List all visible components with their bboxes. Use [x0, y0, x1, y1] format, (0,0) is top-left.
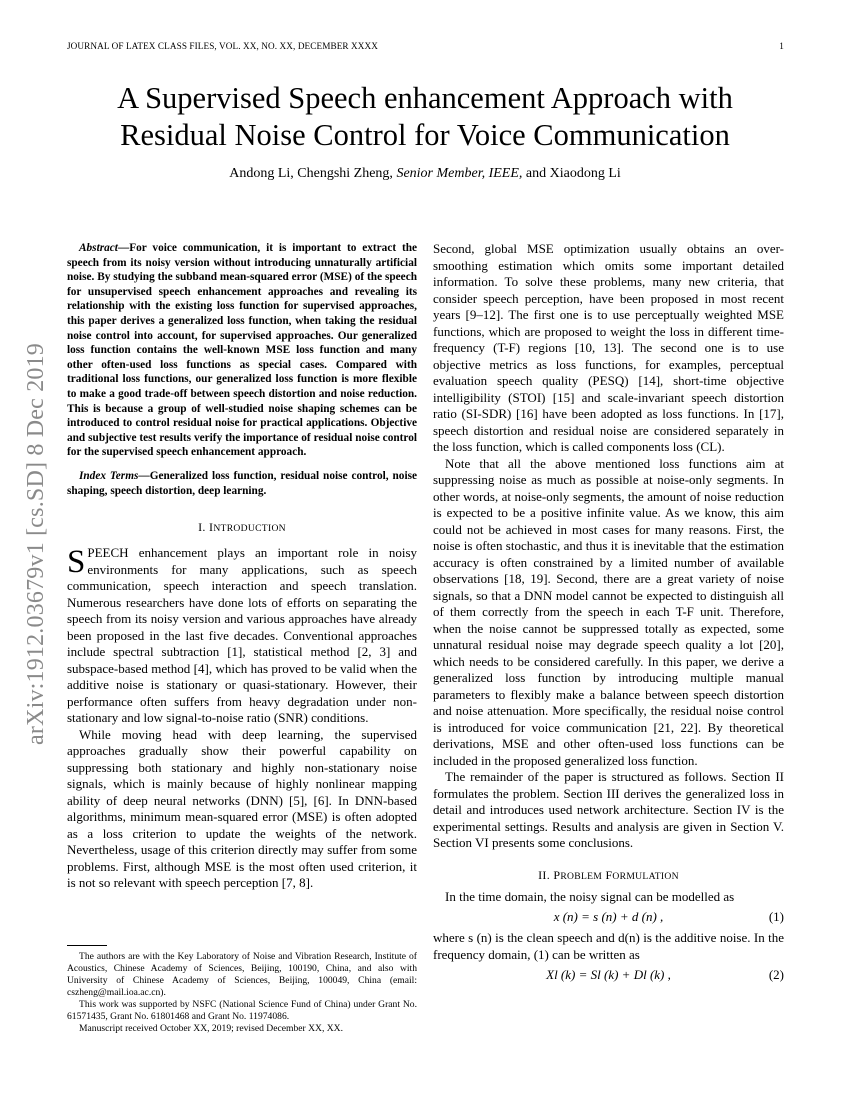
index-terms [67, 469, 417, 498]
equation-1-number: (1) [768, 909, 784, 924]
index-terms-text: —Generalized loss function, residual noise control, noise shaping, speech distortion, deep learning. [67, 469, 417, 497]
section2-rest-2: ORMULATION [612, 870, 679, 882]
right-column [433, 241, 784, 988]
running-header [67, 41, 784, 51]
intro-p1-text: enhancement plays an important role in noisy environments for many applications, such as speech communication, speech interaction and speech translation. Numerous researchers have done lots of efforts on separating the speech from its noisy version and various approaches have already been proposed in the last five decades. Conventional approaches include spectral subtraction [1], statistical method [2, 3] and subspace-based method [4], which has proved to be valid when the additive noise is stationary or quasi-stationary. However, their performance often suffers from heavy degradation under non-stationary and low signal-to-noise ratio (SNR) conditions. [67, 545, 417, 726]
author-role: Senior Member, IEEE, [396, 166, 523, 181]
section-rest: NTRODUCTION [213, 523, 286, 535]
section2-initial-2: F [605, 867, 613, 882]
section-heading-problem-formulation [433, 868, 784, 883]
problem-paragraph-2: where s (n) is the clean speech and d(n) is the additive noise. In the frequency domain, (1) can be written as [433, 930, 784, 962]
paper-title [40, 80, 810, 154]
section-numeral: I. [198, 520, 206, 535]
footnote-affiliation: The authors are with the Key Laboratory of Noise and Vibration Research, Institute of Acoustics, Chinese Academy of Sciences, Beijing, 100190, China, and also with University of Chinese Academy of Sciences, Beijing, 100049, China (email: cszheng@mail.ioa.ac.cn). [67, 951, 417, 998]
equation-1-expression: x (n) = s (n) + d (n) , [553, 909, 664, 924]
right-paragraph-1: Second, global MSE optimization usually obtains an over-smoothing estimation which omits some important detailed information. To solve these problems, many new criteria, that consider speech perception, have been proposed in most recent years [9–12]. The first one is to use perceptually weighted MSE functions, which are proposed to weight the loss in different time-frequency (T-F) regions [10, 13]. The second one is to use objective metrics as loss functions, for examples, perceptual evaluation speech quality (PESQ) [14], short-time objective intelligibility (STOI) [15] and scale-invariant speech distortion ratio (SI-SDR) [16] have been adopted as loss functions. In [17], speech distortion and residual noise are considered separately in the loss function, which is called components loss (CL). [433, 241, 784, 454]
page-number: 1 [779, 41, 784, 51]
author-list [40, 166, 810, 182]
index-terms-label: Index Terms [79, 469, 139, 482]
left-column [67, 241, 417, 892]
right-paragraph-3: The remainder of the paper is structured as follows. Section II formulates the problem. Section III derives the generalized loss in detail and introduces used network architecture. Section IV is the experimental settings. Results and analysis are given in Section V. Section VI presents some conclusions. [433, 769, 784, 850]
abstract-text: —For voice communication, it is important to extract the speech from its noisy version without introducing unnaturally artificial noise. By studying the subband mean-squared error (MSE) of the speech for unsupervised speech enhancement approaches and revealing its relationship with the existing loss function for supervised approaches, this paper derives a generalized loss function, when taking the residual noise control into account, for supervised approaches. Our generalized loss function contains the well-known MSE loss function and many other often-used loss functions as special cases. Compared with traditional loss functions, our generalized loss function is more flexible to make a good trade-off between speech distortion and noise reduction. This is because a group of well-studied noise shaping schemes can be introduced to control residual noise for practical applications. Objective and subjective test results verify the importance of residual noise control for the supervised speech enhancement approach. [67, 242, 417, 459]
abstract [67, 241, 417, 460]
arxiv-stamp: arXiv:1912.03679v1 [cs.SD] 8 Dec 2019 [23, 342, 49, 745]
section-initial: I [209, 520, 214, 535]
section2-initial-1: P [553, 867, 561, 882]
equation-2 [433, 963, 784, 988]
intro-paragraph-1 [67, 545, 417, 727]
footnote-manuscript: Manuscript received October XX, 2019; revised December XX, XX. [79, 1023, 344, 1034]
drop-cap: S [67, 544, 86, 581]
equation-2-number: (2) [768, 967, 784, 982]
problem-paragraph-1: In the time domain, the noisy signal can be modelled as [445, 888, 735, 904]
footnote-rule [67, 945, 107, 946]
equation-1 [433, 905, 784, 930]
footnote-funding: This work was supported by NSFC (National Science Fund of China) under Grant No. 61571435, Grant No. 61801468 and Grant No. 11974086. [67, 999, 417, 1022]
footnotes [67, 951, 417, 1035]
section2-numeral: II. [538, 867, 551, 882]
authors-suffix: and Xiaodong Li [525, 166, 621, 181]
authors-prefix: Andong Li, Chengshi Zheng, [229, 166, 393, 181]
intro-capword: PEECH [87, 545, 129, 561]
section2-rest-1: ROBLEM [560, 870, 603, 882]
section-heading-introduction [67, 520, 417, 535]
title-line-1: A Supervised Speech enhancement Approach with [117, 81, 733, 115]
journal-name: JOURNAL OF LATEX CLASS FILES, VOL. XX, NO. XX, DECEMBER XXXX [67, 41, 378, 51]
intro-paragraph-2: While moving head with deep learning, the supervised approaches gradually show their powerful capability on suppressing both stationary and highly non-stationary noise signals, which is mainly because of highly nonlinear mapping ability of deep neural networks (DNN) [5], [6]. In DNN-based algorithms, minimum mean-squared error (MSE) is often adopted as a loss criterion to update the weights of the network. Nevertheless, usage of this criterion directly may suffer from some problems. First, although MSE is the most often used criterion, it is not so relevant with speech perception [7, 8]. [67, 726, 417, 891]
equation-2-expression: Xl (k) = Sl (k) + Dl (k) , [546, 967, 671, 982]
right-paragraph-2: Note that all the above mentioned loss functions aim at suppressing noise as much as possible at noise-only segments. In other words, at noise-only segments, the amount of noise reduction is expected to be a positive infinite value. As we know, this aim could not be achieved in most cases for many reasons. First, the noise is often stochastic, and thus it is inevitable that the estimation accuracy is often constrained by a limited number of available observations [18, 19]. Second, there are a great variety of noise signals, so that a DNN model cannot be expected to distinguish all of them correctly from the speech in each T-F unit. Therefore, when the noise cannot be suppressed totally as expected, some unnatural residual noise may degrade speech quality a lot [20], which needs to be considered carefully. In this paper, we derive a generalized loss function by introducing multiple manual parameters to flexibly make a balance between speech distortion and noise attenuation. More specifically, the residual noise control is introduced for voice communication [21, 22]. By theoretical derivations, MSE and other often-used loss functions can be included in the proposed generalized loss function. [433, 455, 784, 768]
abstract-label: Abstract [79, 242, 118, 254]
title-line-2: Residual Noise Control for Voice Communication [120, 118, 730, 152]
